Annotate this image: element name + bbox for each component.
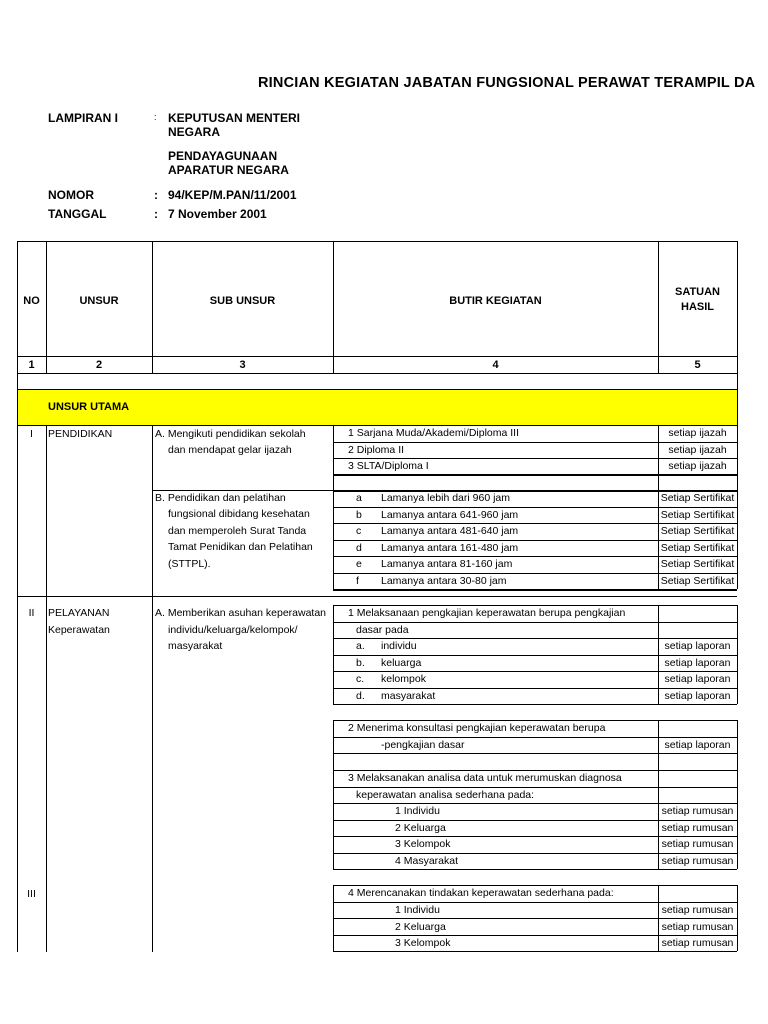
lampiran-value-line-2: NEGARA	[168, 125, 221, 139]
grid-line	[333, 869, 737, 870]
col-header-butir-kegiatan: BUTIR KEGIATAN	[449, 295, 542, 307]
butir-kegiatan: 2 Diploma II	[348, 443, 405, 456]
grid-line	[737, 389, 738, 425]
satuan-hasil: setiap ijazah	[668, 427, 727, 439]
row-no-I: I	[30, 428, 33, 440]
sub-unsur-a1-line-1: A. Mengikuti pendidikan sekolah	[155, 428, 306, 440]
butir-kode: b	[356, 508, 362, 521]
grid-line	[152, 425, 153, 952]
grid-line	[737, 425, 738, 491]
satuan-hasil: setiap laporan	[664, 689, 731, 702]
grid-line	[333, 605, 334, 704]
grid-line	[17, 373, 737, 374]
butir-kegiatan: individu	[381, 640, 417, 652]
butir-kegiatan: 3 SLTA/Diploma I	[348, 460, 429, 472]
butir-kegiatan: keluarga	[381, 656, 422, 669]
satuan-hasil: setiap laporan	[664, 739, 731, 751]
document-title: RINCIAN KEGIATAN JABATAN FUNGSIONAL PERAWAT TERAMPIL DA	[258, 75, 756, 91]
grid-line	[333, 490, 334, 589]
butir-kegiatan: 1 Individu	[395, 805, 440, 817]
butir-kegiatan: Lamanya antara 30-80 jam	[381, 574, 507, 587]
satuan-hasil: Setiap Sertifikat	[660, 492, 735, 504]
satuan-hasil: Setiap Sertifikat	[660, 508, 735, 521]
satuan-hasil: Setiap Sertifikat	[660, 525, 735, 537]
butir-kode: f	[356, 574, 359, 587]
tanggal-label: TANGGAL	[48, 207, 107, 221]
grid-line	[737, 605, 738, 704]
row-no-III: III	[27, 888, 36, 900]
butir-kode: a.	[356, 640, 365, 652]
section-unsur-utama: UNSUR UTAMA	[48, 401, 130, 413]
butir-item-3-line-1: 3 Melaksanakan analisa data untuk merumuskan diagnosa	[348, 772, 622, 784]
grid-line	[737, 885, 738, 951]
satuan-hasil: setiap rumusan	[661, 854, 734, 867]
satuan-hasil: Setiap Sertifikat	[660, 558, 735, 570]
grid-line	[46, 425, 47, 952]
grid-line	[737, 373, 738, 389]
butir-kode: c.	[356, 673, 365, 685]
col-header-unsur: UNSUR	[79, 295, 119, 307]
butir-kegiatan: 3 Kelompok	[395, 838, 451, 850]
lampiran-label: LAMPIRAN I	[48, 111, 118, 125]
unsur-pelayanan-line-2: Keperawatan	[48, 624, 110, 636]
butir-kegiatan: 1 Individu	[395, 904, 440, 916]
satuan-hasil: setiap rumusan	[661, 937, 734, 949]
butir-kode: a	[356, 492, 362, 504]
col-number-4: 4	[492, 359, 499, 371]
butir-kegiatan: Lamanya antara 641-960 jam	[381, 508, 519, 521]
sub-unsur-b1-line-2: fungsional dibidang kesehatan	[168, 508, 310, 520]
sub-unsur-a2-line-2: individu/keluarga/kelompok/	[168, 624, 298, 636]
satuan-hasil: setiap rumusan	[661, 805, 734, 817]
satuan-hasil: setiap laporan	[664, 656, 731, 669]
butir-kode: d.	[356, 689, 365, 702]
grid-line	[333, 770, 334, 869]
nomor-label: NOMOR	[48, 188, 94, 202]
satuan-hasil: setiap ijazah	[668, 443, 727, 456]
satuan-hasil: setiap laporan	[664, 673, 731, 685]
grid-line	[333, 474, 737, 475]
grid-line	[17, 389, 737, 390]
sub-unsur-a1-line-2: dan mendapat gelar ijazah	[168, 444, 292, 456]
col-number-2: 2	[95, 359, 103, 371]
nomor-value: 94/KEP/M.PAN/11/2001	[168, 188, 297, 202]
col-number-5: 5	[694, 359, 701, 371]
butir-kegiatan: kelompok	[381, 673, 426, 685]
butir-kode: c	[356, 525, 362, 537]
grid-line	[737, 490, 738, 589]
butir-kegiatan: masyarakat	[381, 689, 436, 702]
satuan-hasil: setiap rumusan	[661, 920, 734, 933]
lampiran-value-line-1: KEPUTUSAN MENTERI	[168, 111, 301, 125]
butir-item-1-line-2: dasar pada	[356, 624, 409, 636]
satuan-hasil: setiap rumusan	[661, 904, 734, 916]
grid-line	[333, 753, 737, 754]
butir-item-2-line-2: -pengkajian dasar	[381, 739, 465, 751]
col-number-3: 3	[239, 359, 246, 371]
butir-item-3-line-2: keperawatan analisa sederhana pada:	[356, 789, 535, 801]
tanggal-value: 7 November 2001	[168, 207, 267, 221]
unsur-pendidikan: PENDIDIKAN	[48, 428, 113, 440]
butir-kegiatan: Lamanya lebih dari 960 jam	[381, 492, 510, 504]
butir-kegiatan: 2 Keluarga	[395, 821, 446, 834]
butir-kegiatan: 1 Sarjana Muda/Akademi/Diploma III	[348, 427, 519, 439]
butir-kegiatan: Lamanya antara 81-160 jam	[381, 558, 513, 570]
sub-unsur-b1-line-4: Tamat Penidikan dan Pelatihan	[168, 541, 313, 553]
satuan-hasil: Setiap Sertifikat	[660, 541, 735, 554]
butir-kode: b.	[356, 656, 365, 669]
butir-item-1-line-1: 1 Melaksanaan pengkajian keperawatan berupa pengkajian	[348, 607, 626, 619]
lampiran-value-line-4: APARATUR NEGARA	[168, 163, 289, 177]
grid-line	[333, 720, 334, 770]
row-no-II: II	[28, 607, 35, 619]
lampiran-colon: :	[154, 112, 157, 122]
grid-line	[333, 951, 737, 952]
col-header-satuan: SATUAN	[674, 286, 720, 298]
grid-line	[333, 596, 737, 597]
grid-line	[333, 590, 737, 591]
satuan-hasil: Setiap Sertifikat	[660, 574, 735, 587]
satuan-hasil: setiap laporan	[664, 640, 731, 652]
nomor-colon: :	[154, 188, 158, 202]
grid-line	[17, 241, 737, 242]
butir-kegiatan: Lamanya antara 481-640 jam	[381, 525, 519, 537]
butir-kegiatan: 2 Keluarga	[395, 920, 446, 933]
col-header-sub-unsur: SUB UNSUR	[209, 295, 276, 307]
sub-unsur-a2-line-3: masyarakat	[168, 640, 223, 652]
sub-unsur-b1-line-5: (STTPL).	[168, 558, 211, 570]
col-header-hasil: HASIL	[681, 301, 714, 313]
satuan-hasil: setiap rumusan	[661, 838, 734, 850]
satuan-hasil: setiap ijazah	[668, 460, 727, 472]
col-number-1: 1	[28, 359, 35, 371]
grid-line	[17, 373, 18, 389]
grid-line	[737, 241, 738, 373]
lampiran-value-line-3: PENDAYAGUNAAN	[168, 149, 278, 163]
unsur-pelayanan-line-1: PELAYANAN	[48, 607, 110, 619]
satuan-hasil: setiap rumusan	[661, 821, 734, 834]
grid-line	[333, 704, 737, 705]
butir-kode: d	[356, 541, 362, 554]
col-header-no: NO	[23, 295, 40, 307]
butir-kegiatan: 3 Kelompok	[395, 937, 451, 949]
butir-kegiatan: 4 Masyarakat	[395, 854, 459, 867]
tanggal-colon: :	[154, 207, 158, 221]
sub-unsur-b1-line-1: B. Pendidikan dan pelatihan	[155, 492, 286, 504]
grid-line	[17, 596, 333, 597]
butir-kode: e	[356, 558, 362, 570]
grid-line	[737, 770, 738, 869]
butir-item-4-line-1: 4 Merencanakan tindakan keperawatan sederhana pada:	[348, 887, 614, 899]
grid-line	[333, 475, 737, 476]
grid-line	[737, 720, 738, 770]
sub-unsur-a2-line-1: A. Memberikan asuhan keperawatan	[155, 607, 327, 619]
grid-line	[333, 425, 334, 491]
butir-item-2-line-1: 2 Menerima konsultasi pengkajian keperawatan berupa	[348, 722, 606, 734]
grid-line	[333, 885, 334, 951]
butir-kegiatan: Lamanya antara 161-480 jam	[381, 541, 519, 554]
sub-unsur-b1-line-3: dan memperoleh Surat Tanda	[168, 525, 307, 537]
